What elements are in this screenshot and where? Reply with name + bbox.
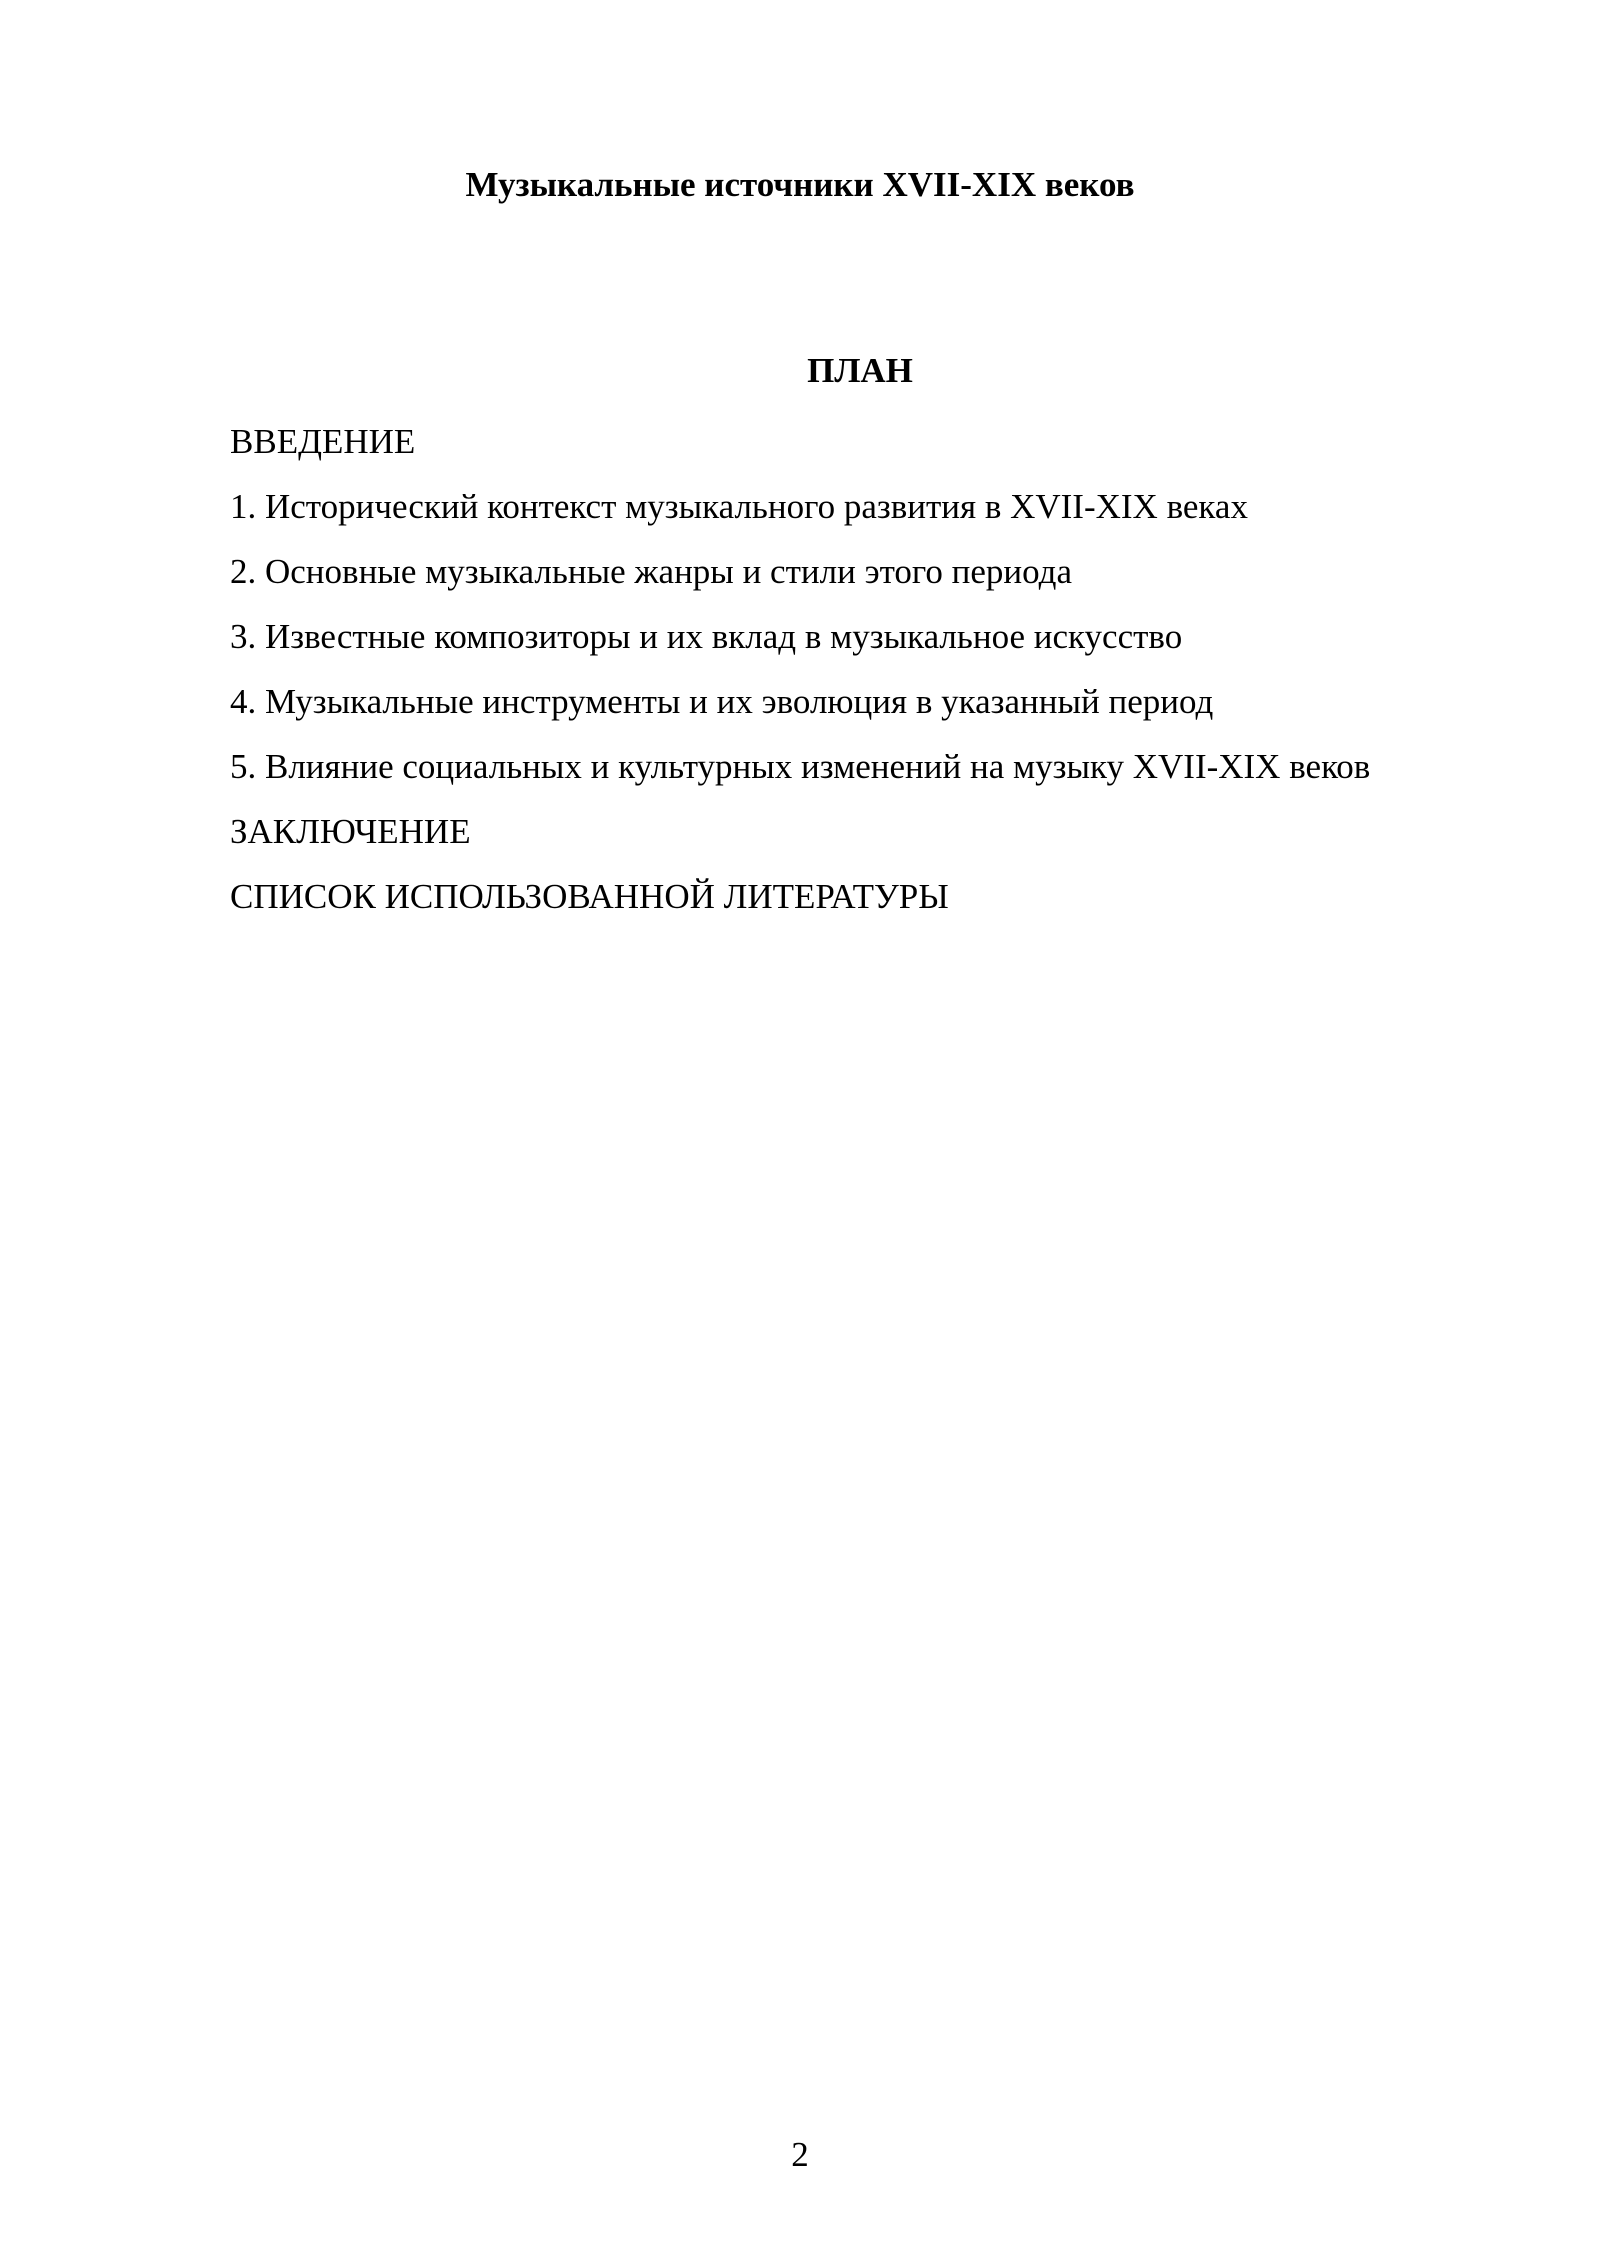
toc-item-introduction: ВВЕДЕНИЕ [230,422,416,461]
toc-item-4: 4. Музыкальные инструменты и их эволюция в указанный период [230,682,1214,721]
toc-item-2: 2. Основные музыкальные жанры и стили этого периода [230,552,1072,591]
toc-item-bibliography: СПИСОК ИСПОЛЬЗОВАННОЙ ЛИТЕРАТУРЫ [230,877,949,916]
toc-item-5: 5. Влияние социальных и культурных изменений на музыку XVII-XIX веков [230,747,1371,786]
plan-heading: ПЛАН [807,351,913,390]
document-title: Музыкальные источники XVII-XIX веков [465,165,1135,204]
toc-item-1: 1. Исторический контекст музыкального развития в XVII-XIX веках [230,487,1248,526]
toc-item-conclusion: ЗАКЛЮЧЕНИЕ [230,812,471,851]
table-of-contents [230,417,1530,937]
toc-item-3: 3. Известные композиторы и их вклад в музыкальное искусство [230,617,1183,656]
page-number: 2 [791,2135,809,2174]
